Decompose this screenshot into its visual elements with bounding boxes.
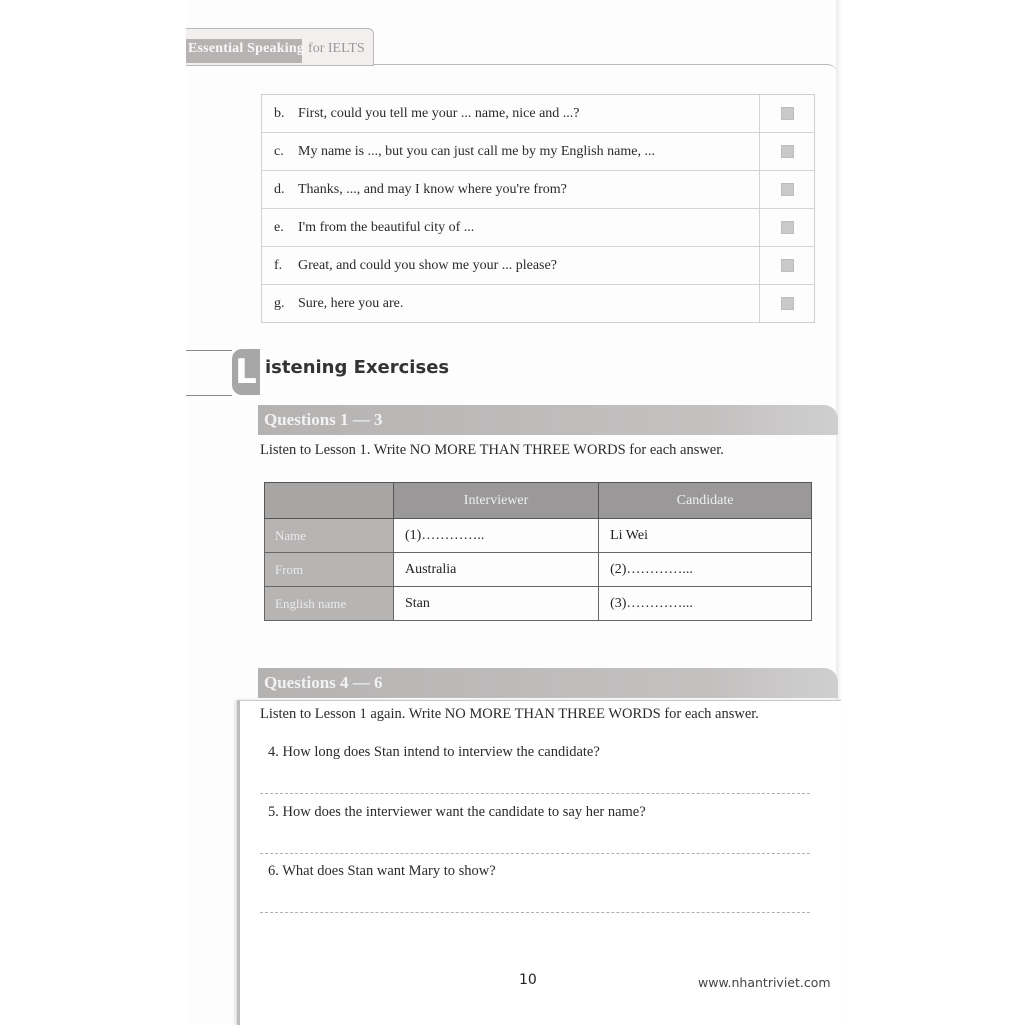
row-label: English name [265,587,394,621]
cell-value: Stan [394,587,599,621]
answer-blank-2[interactable]: (2)…………... [599,553,812,587]
item-text: First, could you tell me your ... name, nice and ...? [298,105,580,121]
row-label: Name [265,519,394,553]
questions-1-3-instruction: Listen to Lesson 1. Write NO MORE THAN THREE WORDS for each answer. [260,442,724,458]
questions-4-6-banner: Questions 4 — 6 [258,668,838,698]
answer-line-5[interactable] [260,853,810,854]
matching-row [262,285,814,322]
item-text: My name is ..., but you can just call me by my English name, ... [298,143,655,159]
answer-checkbox[interactable] [781,297,794,310]
publisher-website: www.nhantriviet.com [698,975,831,990]
page-number: 10 [519,972,537,988]
section-title: istening Exercises [265,357,450,378]
answer-blank-1[interactable]: (1)………….. [394,519,599,553]
answer-line-4[interactable] [260,793,810,794]
table-header-candidate: Candidate [599,483,812,519]
questions-1-3-banner: Questions 1 — 3 [258,405,838,435]
item-text: Sure, here you are. [298,295,404,311]
table-header-interviewer: Interviewer [394,483,599,519]
cell-value: Li Wei [599,519,812,553]
answer-checkbox[interactable] [781,221,794,234]
answer-checkbox[interactable] [781,183,794,196]
question-5: 5. How does the interviewer want the candidate to say her name? [268,804,646,820]
item-letter: g. [274,295,285,311]
table-row [265,553,812,587]
item-text: Thanks, ..., and may I know where you're from? [298,181,567,197]
item-letter: d. [274,181,285,197]
matching-table [261,94,815,323]
header-title-primary: Essential Speaking [188,41,305,56]
section-rule [186,350,232,396]
interview-info-table [264,482,812,621]
item-letter: e. [274,219,284,235]
table-row [265,587,812,621]
matching-row [262,209,814,247]
question-6: 6. What does Stan want Mary to show? [268,863,496,879]
matching-row [262,133,814,171]
item-text: Great, and could you show me your ... please? [298,257,557,273]
table-row [265,519,812,553]
questions-4-6-instruction: Listen to Lesson 1 again. Write NO MORE THAN THREE WORDS for each answer. [260,706,759,722]
header-rule [374,64,838,75]
matching-row [262,95,814,133]
question-4: 4. How long does Stan intend to interview the candidate? [268,744,600,760]
answer-checkbox[interactable] [781,107,794,120]
item-text: I'm from the beautiful city of ... [298,219,475,235]
item-letter: f. [274,257,283,273]
answer-line-6[interactable] [260,912,810,913]
table-header-corner [265,483,394,519]
cell-value: Australia [394,553,599,587]
item-letter: b. [274,105,285,121]
matching-row [262,247,814,285]
row-label: From [265,553,394,587]
header-title-secondary: for IELTS [308,41,365,56]
matching-row [262,171,814,209]
running-header [186,28,374,66]
answer-blank-3[interactable]: (3)…………... [599,587,812,621]
item-letter: c. [274,143,284,159]
section-initial-badge: L [232,349,260,395]
answer-checkbox[interactable] [781,259,794,272]
answer-checkbox[interactable] [781,145,794,158]
